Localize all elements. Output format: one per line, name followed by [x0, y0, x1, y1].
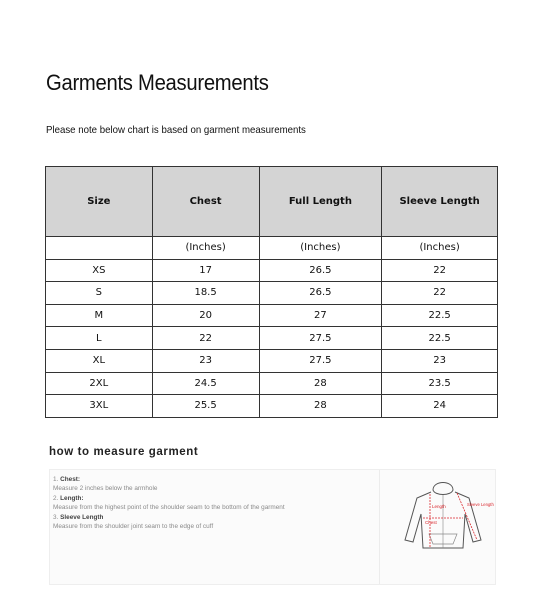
sleeve-cell: 22	[382, 259, 498, 282]
sleeve-cell: 22	[382, 282, 498, 305]
instruction-sleeve	[53, 514, 371, 531]
panel-divider	[379, 470, 380, 584]
table-row	[46, 327, 498, 350]
instruction-chest	[53, 476, 371, 493]
instruction-title: Length:	[60, 495, 84, 503]
table-row	[46, 349, 498, 372]
size-cell: XL	[46, 349, 153, 372]
length-cell: 26.5	[259, 259, 382, 282]
unit-cell	[46, 237, 153, 260]
table-row	[46, 282, 498, 305]
chest-cell: 22	[152, 327, 259, 350]
chest-cell: 20	[152, 304, 259, 327]
length-cell: 28	[259, 372, 382, 395]
table-row	[46, 372, 498, 395]
sleeve-cell: 22.5	[382, 304, 498, 327]
header-sleeve-length: Sleeve Length	[382, 167, 498, 237]
instruction-number: 2.	[53, 495, 59, 503]
length-cell: 28	[259, 395, 382, 418]
hoodie-icon	[395, 478, 494, 558]
chest-cell: 23	[152, 349, 259, 372]
table-header-row	[46, 167, 498, 237]
length-cell: 27.5	[259, 349, 382, 372]
chest-cell: 18.5	[152, 282, 259, 305]
size-cell: M	[46, 304, 153, 327]
how-to-measure-title: how to measure garment	[49, 446, 199, 458]
instruction-desc: Measure from the shoulder joint seam to the edge of cuff	[53, 522, 214, 530]
instruction-length	[53, 495, 371, 512]
sleeve-cell: 22.5	[382, 327, 498, 350]
unit-cell: (Inches)	[152, 237, 259, 260]
sleeve-cell: 23	[382, 349, 498, 372]
table-row	[46, 395, 498, 418]
unit-cell: (Inches)	[382, 237, 498, 260]
header-full-length: Full Length	[259, 167, 382, 237]
size-cell: S	[46, 282, 153, 305]
length-cell: 27.5	[259, 327, 382, 350]
length-cell: 27	[259, 304, 382, 327]
table-row	[46, 304, 498, 327]
table-row	[46, 259, 498, 282]
diagram-label-length: Length	[432, 504, 446, 509]
sleeve-cell: 24	[382, 395, 498, 418]
size-cell: XS	[46, 259, 153, 282]
unit-cell: (Inches)	[259, 237, 382, 260]
instruction-desc: Measure from the highest point of the shoulder seam to the bottom of the garment	[53, 503, 285, 511]
size-cell: 2XL	[46, 372, 153, 395]
size-cell: 3XL	[46, 395, 153, 418]
hoodie-diagram	[395, 478, 494, 558]
length-cell: 26.5	[259, 282, 382, 305]
sleeve-cell: 23.5	[382, 372, 498, 395]
size-cell: L	[46, 327, 153, 350]
chest-cell: 25.5	[152, 395, 259, 418]
header-size: Size	[46, 167, 153, 237]
page-title: Garments Measurements	[46, 70, 269, 95]
diagram-label-sleeve: Sleeve Length	[467, 502, 494, 507]
chest-cell: 17	[152, 259, 259, 282]
chest-cell: 24.5	[152, 372, 259, 395]
diagram-label-chest: Chest	[425, 520, 437, 525]
units-row	[46, 237, 498, 260]
instruction-number: 3.	[53, 514, 59, 522]
header-chest: Chest	[152, 167, 259, 237]
instruction-title: Sleeve Length	[60, 514, 104, 522]
page-subtitle: Please note below chart is based on garment measurements	[46, 124, 306, 136]
instruction-number: 1.	[53, 476, 59, 483]
measure-instructions	[53, 476, 371, 534]
size-chart-table	[45, 166, 498, 418]
instruction-desc: Measure 2 inches below the armhole	[53, 484, 158, 492]
how-to-measure-panel	[49, 469, 496, 585]
instruction-title: Chest:	[60, 476, 81, 483]
